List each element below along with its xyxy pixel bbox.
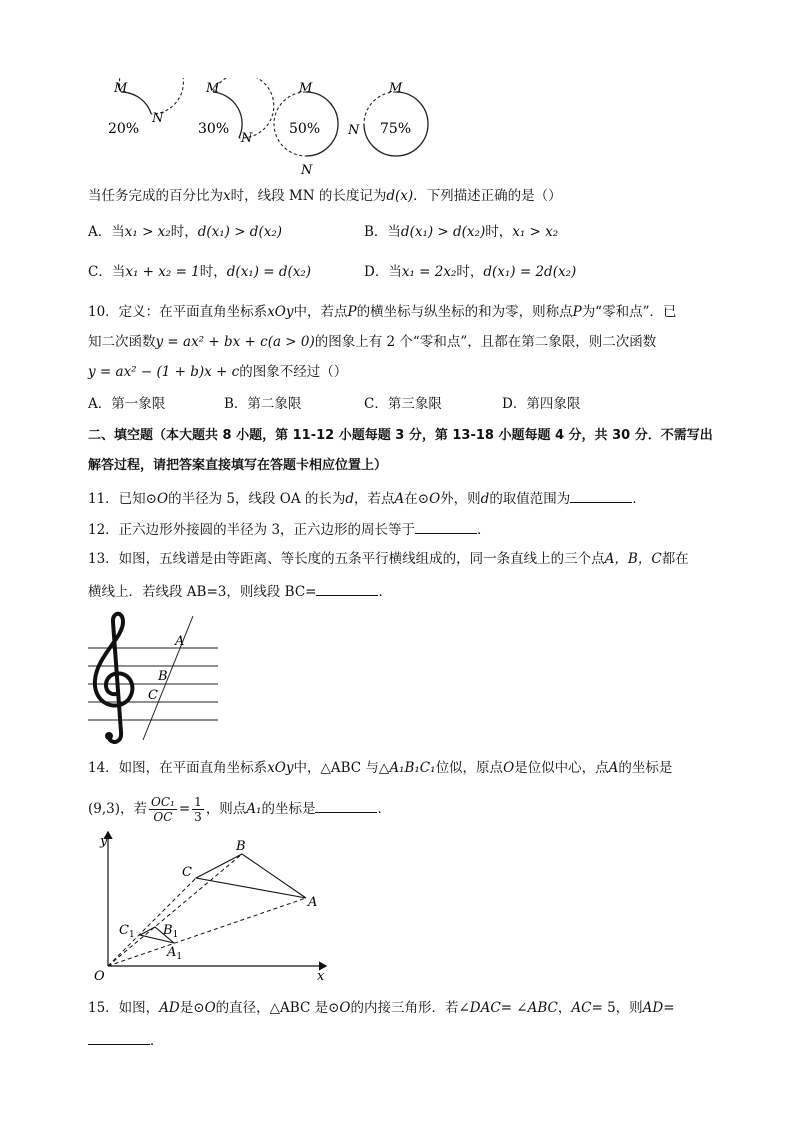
q10-text: 中，若点: [293, 304, 348, 320]
answer-blank[interactable]: [570, 488, 632, 503]
q11-text: 在⊙: [404, 491, 430, 507]
x-axis-label: x: [317, 969, 325, 984]
point-a-label: A: [308, 895, 318, 910]
circle-75: [347, 81, 428, 156]
frac-den: 3: [194, 810, 202, 824]
dashed-arc: [364, 92, 396, 124]
q10-line1: [88, 302, 677, 322]
fraction-one-third: [192, 795, 204, 824]
q11-text: ，若点: [354, 491, 395, 507]
fraction-oc1-oc: [149, 795, 177, 824]
q11: [88, 488, 646, 509]
q9-option-c[interactable]: [88, 262, 311, 282]
point-m-label: M: [206, 81, 220, 96]
option-label: A．当: [88, 224, 125, 240]
q9-stem-text: 当任务完成的百分比为: [88, 188, 223, 204]
point-n-label: N: [241, 131, 253, 146]
q14-text: 位似，原点: [435, 760, 504, 776]
q13-text: 都在: [661, 551, 689, 567]
circle-percent-label: 30%: [198, 121, 230, 137]
ray-oa: [108, 898, 306, 966]
option-expr: d(x₁) = 2d(x₂): [483, 264, 577, 280]
q14-text: 的坐标是: [261, 801, 316, 817]
q9-stem: [88, 186, 562, 206]
q9-option-d[interactable]: [364, 262, 576, 282]
section2-header-line1: 二、填空题（本大题共 8 小题，第 11-12 小题每题 3 分，第 13-18 小题每题 4 分，共 30 分．不需写出: [88, 428, 713, 443]
q9-option-b[interactable]: [364, 222, 558, 242]
q14-text: 是位似中心，点: [514, 760, 609, 776]
point-o: O: [339, 1000, 351, 1016]
q9-stem-text: ．下列描述正确的是（）: [413, 188, 562, 204]
func-d: d(x): [386, 188, 414, 204]
point-a-label: A: [175, 634, 185, 649]
points-abc: A，B，C: [604, 551, 662, 567]
point-p: P: [572, 304, 582, 320]
xoy: xOy: [267, 304, 294, 320]
y-axis-label: y: [100, 834, 108, 849]
point-a1-label: $A_1$: [167, 945, 183, 962]
var-x: x: [223, 188, 231, 204]
equals: =: [178, 801, 191, 817]
frac-den: OC: [153, 810, 173, 824]
point-o: O: [503, 760, 515, 776]
q10-text: 为“零和点”．已: [581, 304, 677, 320]
xoy: xOy: [267, 760, 294, 776]
option-label: C．当: [88, 264, 126, 280]
answer-blank[interactable]: [415, 519, 477, 534]
treble-clef-icon: [95, 614, 133, 742]
q13-text: 13．如图，五线谱是由等距离、等长度的五条平行横线组成的，同一条直线上的三个点: [88, 551, 605, 567]
angle-dac: DAC: [469, 1000, 501, 1016]
option-text: 时，: [199, 264, 227, 280]
q10-expr: y = ax² + bx + c(a > 0): [155, 334, 315, 350]
segment-ad: AD: [642, 1000, 664, 1016]
var-d: d: [480, 491, 490, 507]
segment-ac: AC: [571, 1000, 592, 1016]
progress-circles-figure: [80, 78, 440, 182]
q14-text: 14．如图，在平面直角坐标系: [88, 760, 268, 776]
point-c1-label: $C_1$: [119, 923, 135, 940]
ray-oc: [108, 878, 196, 966]
q11-text: 的取值范围为: [489, 491, 571, 507]
q10-text: 知二次函数: [88, 334, 156, 350]
q10-option-b[interactable]: B．第二象限: [224, 396, 302, 412]
q13-text: ．: [378, 584, 392, 600]
q10-line2: [88, 332, 656, 352]
q10-text: 的图象不经过（）: [239, 364, 348, 380]
point-b-label: B: [158, 669, 168, 684]
option-text: 时，: [485, 224, 513, 240]
option-expr: x₁ + x₂ = 1: [125, 264, 200, 280]
transversal-line: [143, 616, 193, 740]
q15-text: 是⊙: [179, 1000, 205, 1016]
q14-text: ，若: [120, 801, 148, 817]
q10-line3: [88, 362, 347, 382]
circle-50: [274, 81, 338, 178]
q15-text: 的直径，△ABC 是⊙: [215, 1000, 340, 1016]
circle-percent-label: 20%: [108, 121, 140, 137]
q11-text: ．: [632, 491, 646, 507]
q10-expr: y = ax² − (1 + b)x + c: [88, 364, 240, 380]
q10-option-d[interactable]: D．第四象限: [502, 396, 581, 412]
q10-text: 10．定义：在平面直角坐标系: [88, 304, 268, 320]
q13-text: 横线上．若线段 AB=3，则线段 BC=: [88, 584, 317, 600]
q10-option-a[interactable]: A．第一象限: [88, 396, 166, 412]
triangle-a1b1c1: A₁B₁C₁: [389, 760, 436, 776]
q15-text: ，: [557, 1000, 572, 1016]
option-expr: d(x₁) > d(x₂): [197, 224, 282, 240]
option-expr: d(x₁) > d(x₂): [400, 224, 486, 240]
circle-percent-label: 75%: [380, 121, 412, 137]
segment-ad: AD: [159, 1000, 180, 1016]
q11-text: 外，则: [440, 491, 481, 507]
q10-option-c[interactable]: C．第三象限: [364, 396, 442, 412]
point-n-label: N: [348, 123, 360, 138]
option-label: B．当: [364, 224, 401, 240]
q12-text: ．: [477, 522, 491, 538]
q12-text: 12．正六边形外接圆的半径为 3，正六边形的周长等于: [88, 522, 416, 538]
q15-text: 15．如图，: [88, 1000, 160, 1016]
circle-percent-label: 50%: [289, 121, 321, 137]
point-m-label: M: [389, 81, 403, 96]
point-p: P: [347, 304, 357, 320]
frac-num: OC₁: [151, 795, 175, 809]
q12: [88, 519, 491, 540]
point-a1: A₁: [246, 801, 262, 817]
q15-text: = 5，则: [591, 1000, 643, 1016]
q14-text: ．: [377, 801, 391, 817]
q15-text: =: [663, 1000, 675, 1016]
triangle-abc: [196, 854, 306, 898]
q14-line2: [88, 794, 391, 824]
option-expr: d(x₁) = d(x₂): [226, 264, 312, 280]
option-expr: x₁ > x₂: [124, 224, 171, 240]
point-c-label: C: [182, 865, 192, 880]
coord-a: (9,3): [88, 801, 121, 817]
option-expr: x₁ = 2x₂: [401, 264, 457, 280]
homothety-figure: [88, 826, 338, 984]
angle-abc: ABC: [527, 1000, 558, 1016]
q15-text: = ∠: [500, 1000, 528, 1016]
circle-20: [108, 78, 183, 137]
q11-text: 的半径为 5，线段 OA 的长为: [168, 491, 346, 507]
option-label: D．当: [364, 264, 402, 280]
point-b1-label: $B_1$: [163, 923, 179, 940]
q10-text: 的图象上有 2 个“零和点”，且都在第二象限，则二次函数: [314, 334, 657, 350]
q15-line1: [88, 998, 675, 1018]
answer-blank[interactable]: [316, 581, 378, 596]
q11-text: 11．已知⊙: [88, 491, 157, 507]
dashed-arc: [119, 78, 183, 114]
answer-blank[interactable]: [315, 798, 377, 813]
q14-text: 的坐标是: [618, 760, 673, 776]
point-n-label: N: [301, 163, 313, 178]
q14-text: ，则点: [205, 801, 247, 817]
staff-figure: [86, 608, 226, 748]
q14-line1: [88, 758, 672, 778]
circle-30: [198, 78, 274, 146]
point-b-label: B: [236, 839, 246, 854]
point-m-label: M: [114, 81, 128, 96]
q10-text: 的横坐标与纵坐标的和为零，则称点: [356, 304, 573, 320]
q15-text: ．: [150, 1033, 164, 1049]
q13-line1: [88, 549, 689, 569]
frac-num: 1: [194, 795, 202, 809]
origin-label: O: [94, 969, 105, 984]
q14-text: 中，△ABC 与△: [293, 760, 390, 776]
section2-header-line2: 解答过程，请把答案直接填写在答题卡相应位置上）: [88, 458, 388, 473]
option-text: 时，: [456, 264, 484, 280]
answer-blank[interactable]: [88, 1030, 150, 1045]
point-n-label: N: [152, 111, 164, 126]
point-a: A: [394, 491, 405, 507]
q15-line2: [88, 1030, 164, 1051]
point-o: O: [204, 1000, 216, 1016]
point-c-label: C: [148, 688, 158, 703]
q13-line2: [88, 581, 392, 602]
q9-option-a[interactable]: [88, 222, 282, 242]
option-expr: x₁ > x₂: [512, 224, 559, 240]
point-a: A: [608, 760, 619, 776]
point-o: O: [157, 491, 169, 507]
option-text: 时，: [170, 224, 198, 240]
point-m-label: M: [299, 81, 313, 96]
q9-stem-text: 时，线段 MN 的长度记为: [230, 188, 387, 204]
q15-text: 的内接三角形．若∠: [350, 1000, 470, 1016]
point-o: O: [429, 491, 441, 507]
var-d: d: [345, 491, 355, 507]
